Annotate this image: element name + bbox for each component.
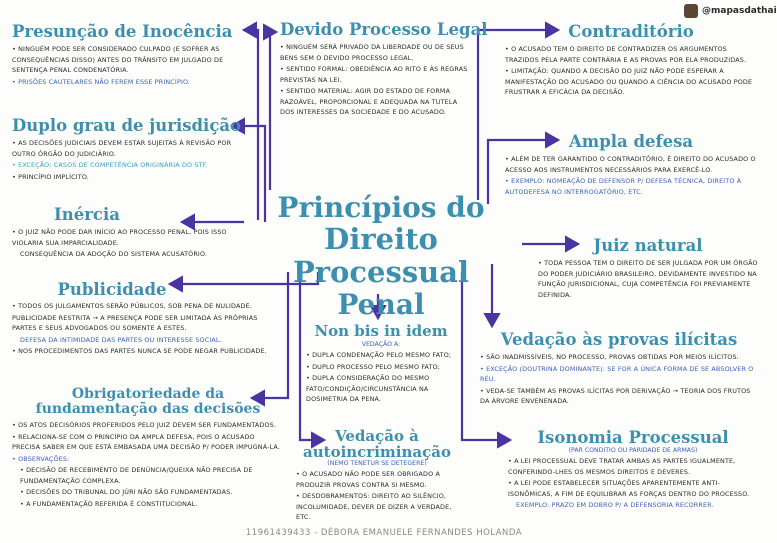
section-title: Ampla defesa — [568, 132, 694, 151]
text-item: • VEDA-SE TAMBÉM AS PROVAS ILÍCITAS POR DERIVAÇÃO → TEORIA DOS FRUTOS DA ÁRVORE ENVENENADA. — [480, 386, 751, 405]
text-item: • AS DECISÕES JUDICIAIS DEVEM ESTAR SUJEITAS À REVISÃO POR OUTRO ÓRGÃO DO JUDICIÁRIO. — [12, 139, 232, 158]
text-item: • DECISÃO DE RECEBIMENTO DE DENÚNCIA/QUEIXA NÃO PRECISA DE FUNDAMENTAÇÃO COMPLEXA. — [20, 466, 253, 485]
section-subtitle: (NEMO TENETUR SE DETEGERE) — [327, 460, 427, 467]
section-ampla-defesa — [505, 132, 757, 197]
text-item: • DUPLA CONDENAÇÃO PELO MESMO FATO; — [306, 351, 452, 359]
text-item: • PRISÕES CAUTELARES NÃO FEREM ESSE PRINCÍPIO. — [12, 77, 191, 86]
text-item: • DESDOBRAMENTOS: DIREITO AO SILÊNCIO, INCOLUMIDADE, DEVER DE DIZER A VERDADE, ETC. — [296, 492, 452, 521]
text-item: • EXCEÇÃO (DOUTRINA DOMINANTE): SE FOR A ÚNICA FORMA DE SE ABSOLVER O RÉU. — [480, 364, 754, 383]
text-item: • DUPLO PROCESSO PELO MESMO FATO; — [306, 362, 441, 371]
brand-handle: @mapasdathai — [702, 6, 777, 16]
section-duplo-grau — [12, 116, 248, 182]
section-isonomia — [508, 428, 758, 511]
main-title-line3: Penal — [337, 288, 425, 321]
text-item: • EXCEÇÃO: CASOS DE COMPETÊNCIA ORIGINÁRIA DO STF. — [12, 161, 208, 169]
section-title: Vedação às provas ilícitas — [500, 330, 738, 349]
section-title: Juiz natural — [593, 236, 703, 255]
text-item: • A LEI PROCESSUAL DEVE TRATAR AMBAS AS PARTES IGUALMENTE, CONFERINDO-LHES OS MESMOS DIREITOS E DEVERES. — [508, 457, 736, 476]
text-item: • SENTIDO FORMAL: OBEDIÊNCIA AO RITO E ÀS REGRAS PREVISTAS NA LEI. — [280, 65, 468, 84]
section-title: Presunção de Inocência — [12, 22, 233, 41]
section-presuncao — [12, 22, 252, 87]
section-publicidade — [12, 280, 284, 357]
section-title: Non bis in idem — [314, 322, 448, 340]
footer-watermark: 11961439433 - DÉBORA EMANUELE FERNANDES HOLANDA — [245, 528, 523, 538]
section-subtitle: (PAR CONDITIO OU PARIDADE DE ARMAS) — [568, 447, 698, 454]
text-item: • DECISÕES DO TRIBUNAL DO JÚRI NÃO SÃO FUNDAMENTADAS. — [20, 488, 233, 496]
section-subtitle: VEDAÇÃO A: — [361, 341, 401, 348]
text-item: • DUPLA CONSIDERAÇÃO DO MESMO FATO/CONDIÇÃO/CIRCUNSTÂNCIA NA DOSIMETRIA DA PENA. — [306, 374, 430, 403]
section-inercia — [12, 205, 237, 260]
arrow-devido — [270, 32, 276, 190]
text-item: • TODA PESSOA TEM O DIREITO DE SER JULGADA POR UM ÓRGÃO DO PODER JUDICIÁRIO BRASILEIRO, DEVIDAMENTE INVESTIDO NA FUNÇÃO JURISDICIONAL, CUJA COMPETÊNCIA FOI PREVIAMENTE DEFINIDA. — [538, 259, 758, 299]
text-item: DEFESA DA INTIMIDADE DAS PARTES OU INTERESSE SOCIAL. — [20, 335, 222, 344]
section-title: Isonomia Processual — [537, 428, 729, 447]
text-item: EXEMPLO: PRAZO EM DOBRO P/ A DEFENSORIA RECORRER. — [516, 501, 714, 509]
brand — [684, 4, 777, 18]
section-title: Inércia — [54, 205, 120, 224]
text-item: • O ACUSADO NÃO PODE SER OBRIGADO A PRODUZIR PROVAS CONTRA SI MESMO. — [296, 470, 440, 489]
section-title: Vedação à autoincriminação — [303, 427, 451, 461]
text-item: • PRINCÍPIO IMPLÍCITO. — [12, 172, 89, 181]
text-item: • SÃO INADMISSÍVEIS, NO PROCESSO, PROVAS OBTIDAS POR MEIOS ILÍCITOS. — [480, 353, 739, 361]
text-item: • O ACUSADO TEM O DIREITO DE CONTRADIZER OS ARGUMENTOS TRAZIDOS PELA PARTE CONTRÁRIA E AS PROVAS POR ELA PRODUZIDAS. — [505, 45, 747, 64]
main-title-line2: Direito Processual — [292, 222, 470, 289]
text-item: • O JUIZ NÃO PODE DAR INÍCIO AO PROCESSO PENAL, POIS ISSO VIOLARIA SUA IMPARCIALIDADE. — [12, 228, 227, 247]
text-item: • NINGUÉM SERÁ PRIVADO DA LIBERDADE OU DE SEUS BENS SEM O DEVIDO PROCESSO LEGAL. — [280, 43, 464, 62]
text-item: • NOS PROCEDIMENTOS DAS PARTES NUNCA SE PODE NEGAR PUBLICIDADE. — [12, 347, 267, 355]
text-item: • SENTIDO MATERIAL: AGIR DO ESTADO DE FORMA RAZOÁVEL, PROPORCIONAL E ADEQUADA NA TUTELA DOS INTERESSES DA SOCIEDADE E DO ACUSADO. — [280, 87, 458, 116]
section-provas-ilicitas — [480, 330, 758, 407]
text-item: • LIMITAÇÃO: QUANDO A DECISÃO DO JUIZ NÃO PODE ESPERAR A MANIFESTAÇÃO DO ACUSADO OU QUANDO A CIÊNCIA DO ACUSADO PODE FRUSTRAR A EFICÁCIA DA DECISÃO. — [505, 67, 753, 96]
text-item: • A FUNDAMENTAÇÃO REFERIDA É CONSTITUCIONAL. — [20, 499, 198, 508]
text-item: • OBSERVAÇÕES: — [12, 454, 70, 463]
section-title: Publicidade — [57, 280, 167, 299]
main-title-line1: Princípios do — [277, 191, 485, 224]
section-juiz-natural — [538, 236, 758, 300]
text-item: • TODOS OS JULGAMENTOS SERÃO PÚBLICOS, SOB PENA DE NULIDADE. — [12, 302, 252, 310]
section-contraditorio — [505, 22, 757, 98]
text-item: PUBLICIDADE RESTRITA → A PRESENÇA PODE SER LIMITADA ÀS PRÓPRIAS PARTES E SEUS ADVOGADOS OU SOMENTE A ESTES. — [12, 313, 258, 332]
section-title: Duplo grau de jurisdição — [12, 116, 242, 135]
section-title: Obrigatoriedade da fundamentação das decisões — [35, 386, 261, 417]
section-non-bis — [306, 322, 456, 405]
text-item: • A LEI PODE ESTABELECER SITUAÇÕES APARENTEMENTE ANTI-ISONÔMICAS, A FIM DE EQUILIBRAR AS FORÇAS DENTRO DO PROCESSO. — [508, 479, 750, 498]
text-item: • EXEMPLO: NOMEAÇÃO DE DEFENSOR P/ DEFESA TÉCNICA, DIREITO À AUTODEFESA NO INTERROGATÓRIO, ETC. — [505, 177, 742, 196]
section-obrigatoriedade — [12, 387, 284, 509]
text-item: • NINGUÉM PODE SER CONSIDERADO CULPADO (E SOFRER AS CONSEQUÊNCIAS DISSO) ANTES DO TRÂNSITO EM JULGADO DE SENTENÇA PENAL CONDENATÓRIA. — [12, 45, 224, 74]
avatar — [684, 4, 698, 18]
section-autoincriminacao — [296, 428, 458, 523]
text-item: • OS ATOS DECISÓRIOS PROFERIDOS PELO JUIZ DEVEM SER FUNDAMENTADOS. — [12, 421, 277, 429]
text-item: • RELACIONA-SE COM O PRINCÍPIO DA AMPLA DEFESA, POIS O ACUSADO PRECISA SABER EM QUE ESTÁ EMBASADA UMA DECISÃO P/ PODER IMPUGNÁ-LA. — [12, 432, 281, 451]
section-title: Devido Processo Legal — [280, 20, 488, 39]
section-title: Contraditório — [568, 22, 694, 41]
text-item: • ALÉM DE TER GARANTIDO O CONTRADITÓRIO, É DIREITO DO ACUSADO O ACESSO AOS INSTRUMENTOS NECESSÁRIOS PARA EXERCÊ-LO. — [505, 155, 756, 174]
section-devido-processo — [280, 20, 488, 118]
text-item: CONSEQUÊNCIA DA ADOÇÃO DO SISTEMA ACUSATÓRIO. — [20, 250, 208, 258]
